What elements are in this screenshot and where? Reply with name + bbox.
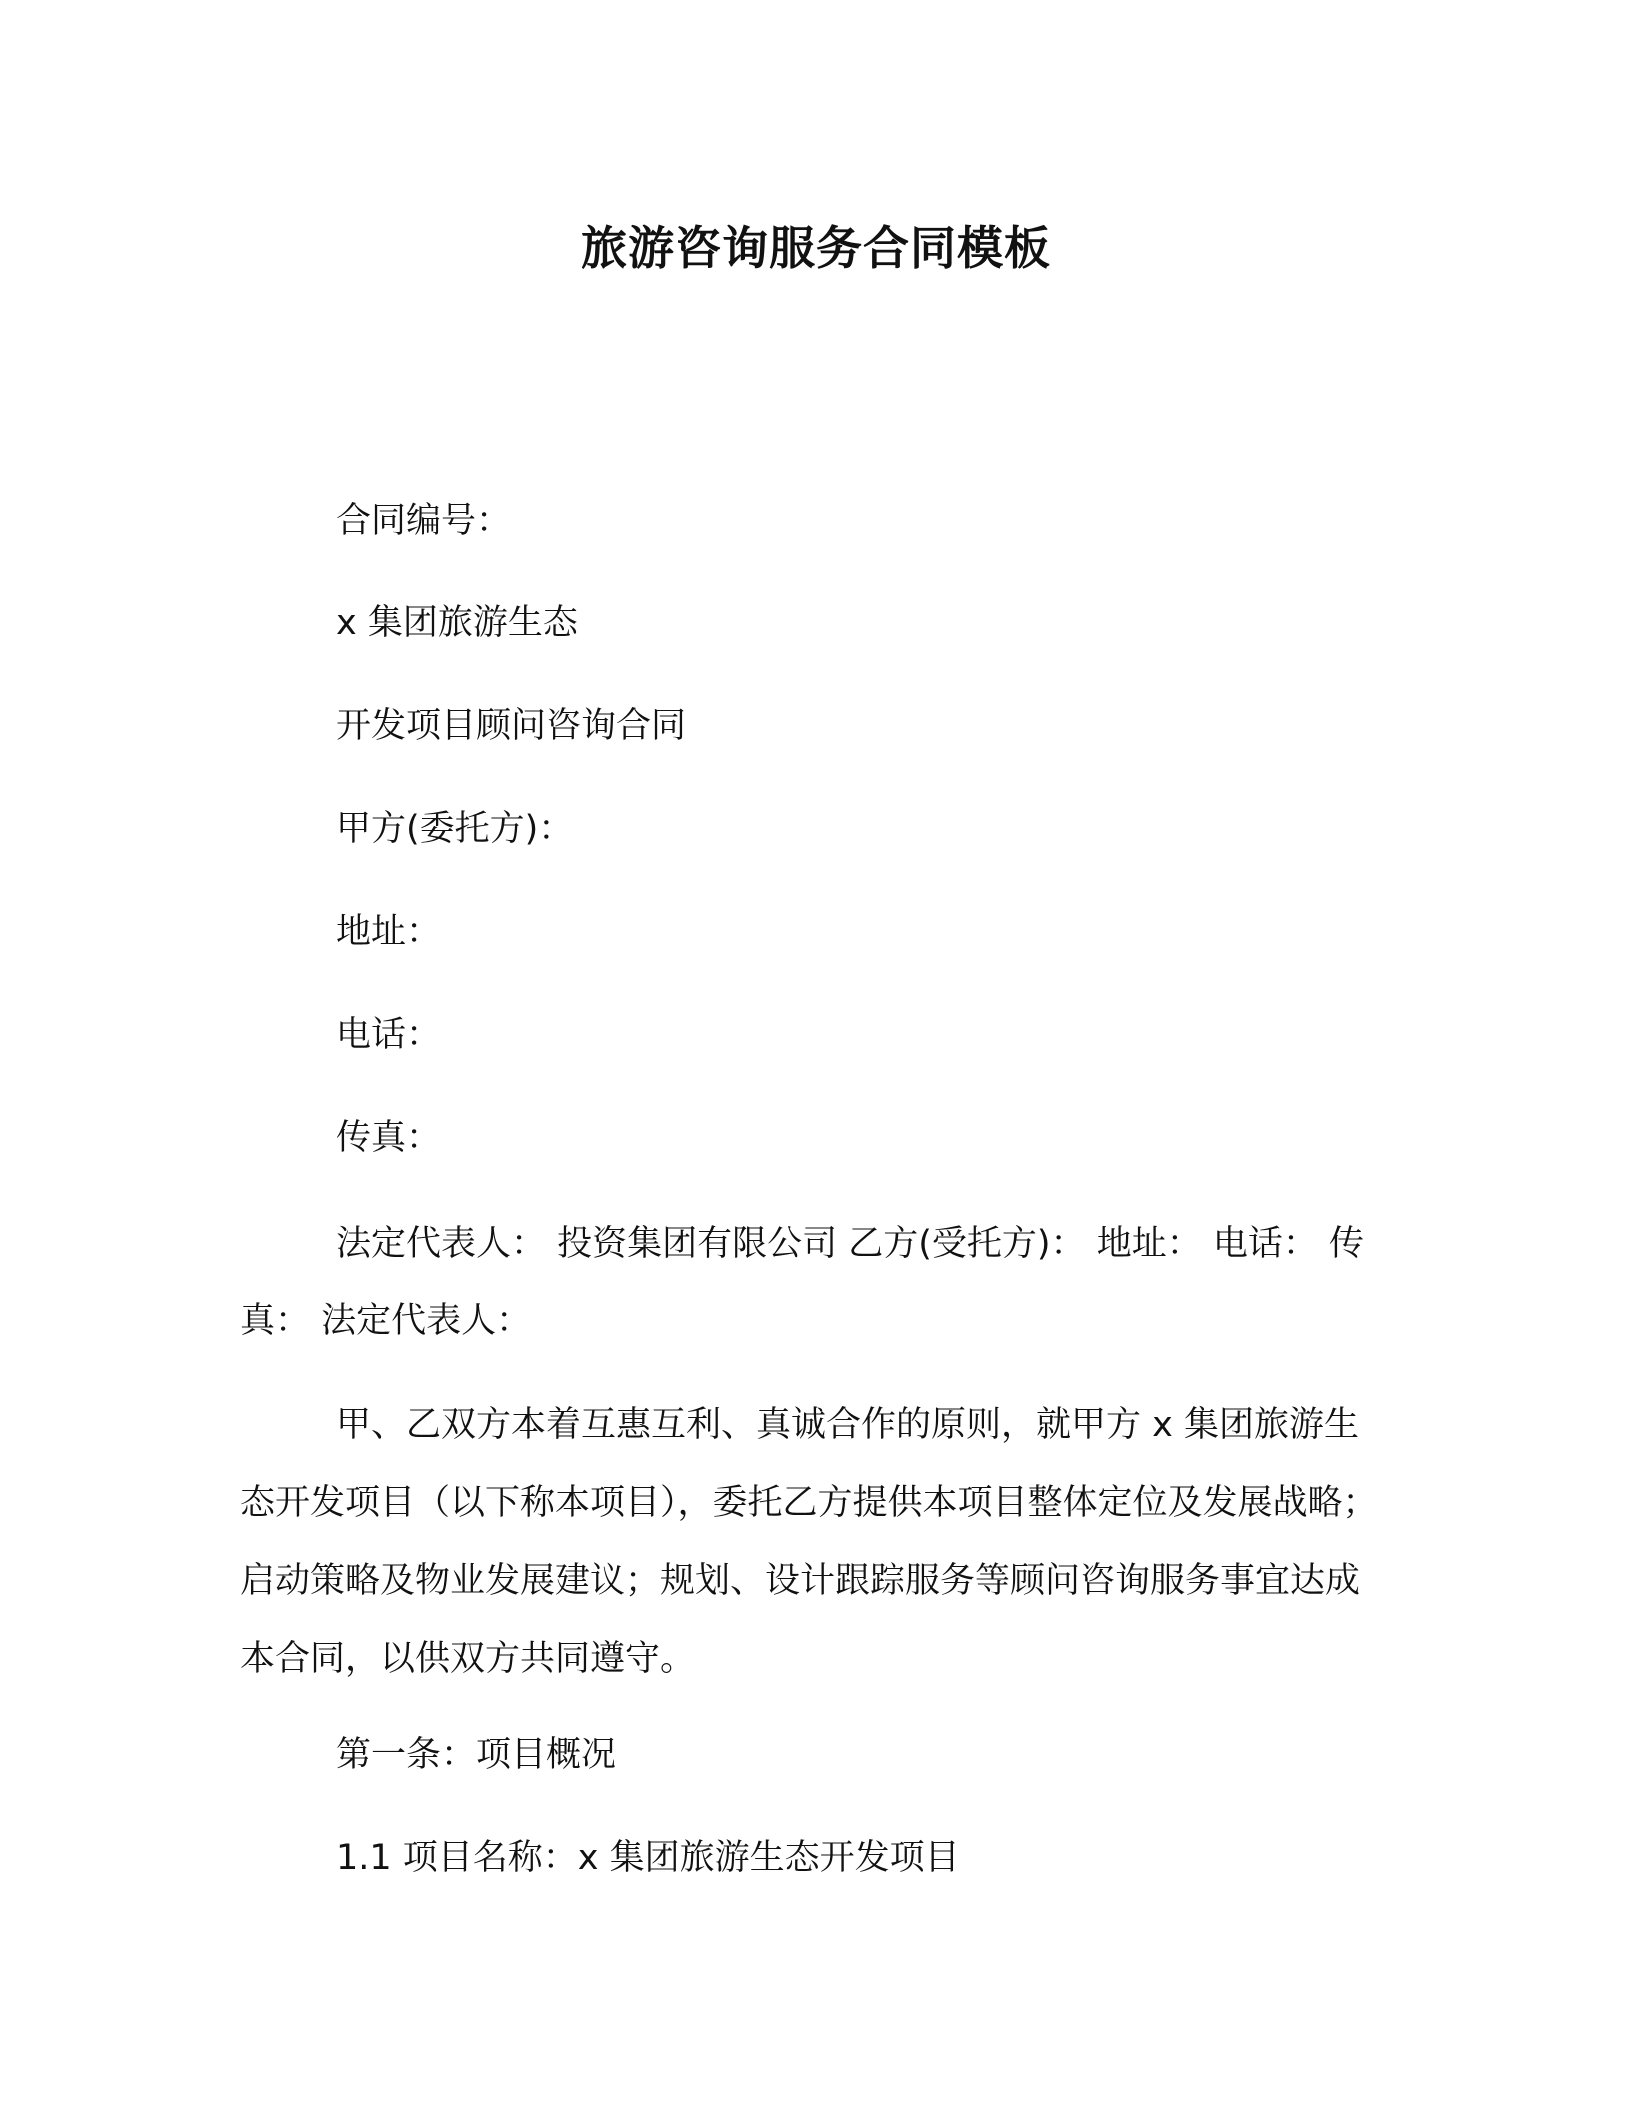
project-title-line-1: x 集团旅游生态 xyxy=(336,603,578,643)
article-1-heading: 第一条：项目概况 xyxy=(336,1735,617,1775)
address-label: 地址： xyxy=(336,912,442,952)
fax-label: 传真： xyxy=(336,1118,442,1158)
intro-paragraph: 甲、乙双方本着互惠互利、真诚合作的原则，就甲方 x 集团旅游生态开发项目（以下称本项目），委托乙方提供本项目整体定位及发展战略；启动策略及物业发展建议；规划、设计跟踪服务等顾问咨询服务事宜达成本合同，以供双方共同遵守。 xyxy=(240,1405,1378,1679)
document-title: 旅游咨询服务合同模板 xyxy=(581,221,1051,275)
party-a-label: 甲方(委托方)： xyxy=(336,809,574,849)
party-info-paragraph: 法定代表人： 投资集团有限公司 乙方(受托方)： 地址： 电话： 传真： 法定代表人： xyxy=(240,1224,1364,1341)
project-title-line-2: 开发项目顾问咨询合同 xyxy=(336,706,687,746)
article-1-item-1: 1.1 项目名称：x 集团旅游生态开发项目 xyxy=(336,1838,960,1878)
phone-label: 电话： xyxy=(336,1015,442,1055)
contract-number-label: 合同编号： xyxy=(336,501,512,541)
